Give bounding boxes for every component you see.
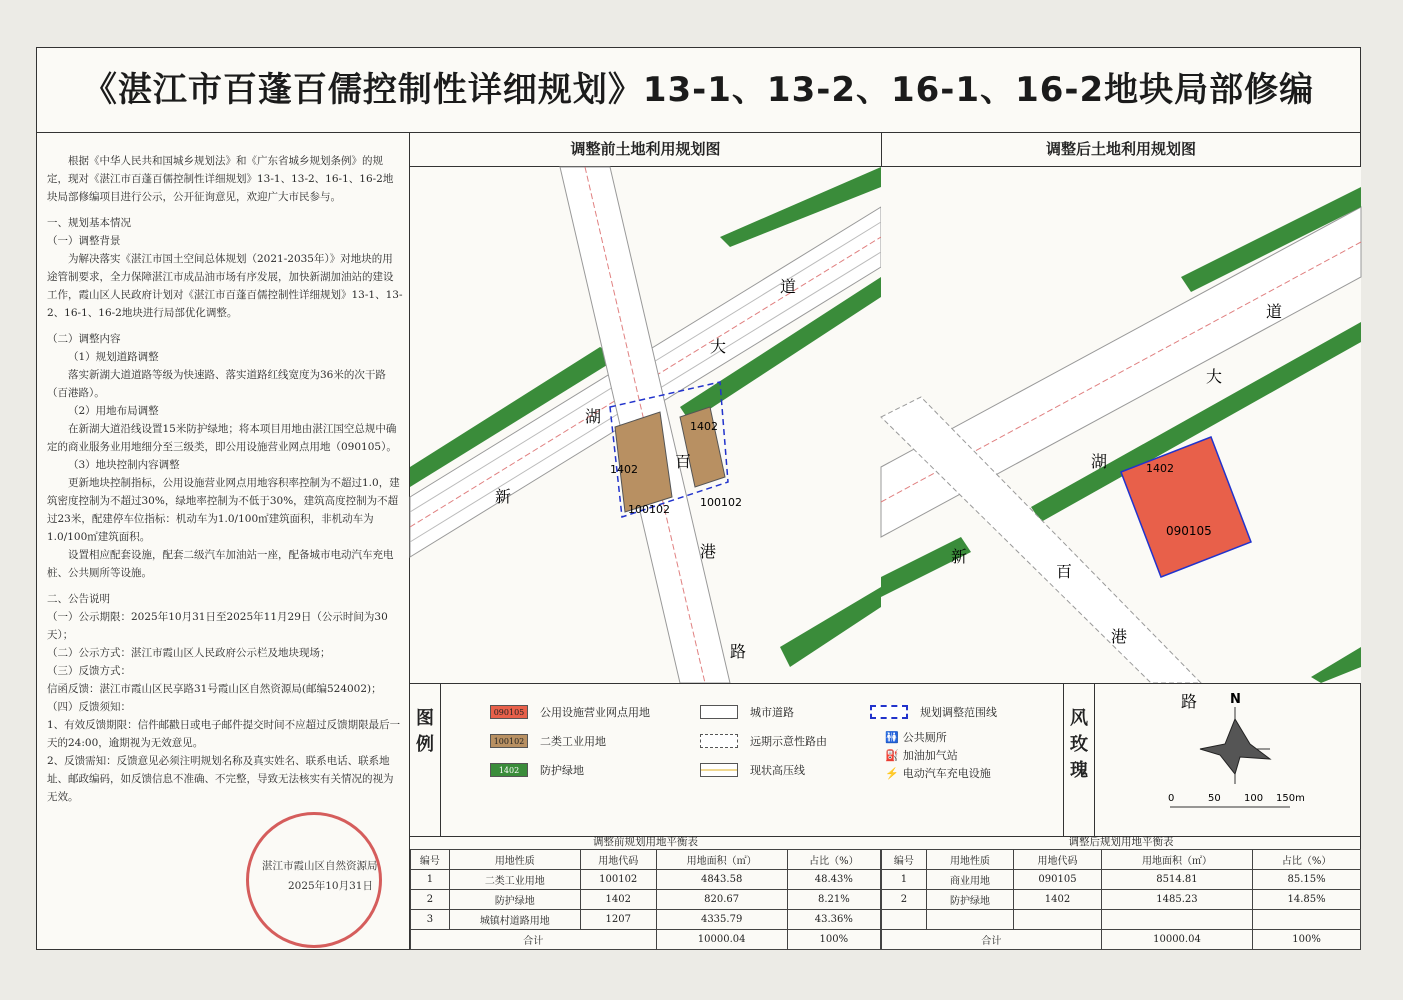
header-cell: 用地代码: [580, 850, 656, 870]
cell: 100%: [1253, 930, 1361, 950]
parcel-code: 100102: [628, 503, 670, 516]
legend-commercial: [490, 704, 650, 720]
table-after: [881, 835, 1361, 950]
legend-swatch: 100102: [490, 734, 528, 748]
parcel-industrial: [680, 407, 725, 487]
scale-tick: 150m: [1276, 793, 1305, 804]
cell: [926, 910, 1013, 930]
boundary-swatch: [870, 705, 908, 719]
balance-tables: [410, 835, 1361, 950]
cell: 二类工业用地: [449, 870, 580, 890]
table-before: [410, 835, 881, 950]
section-heading: 一、规划基本情况: [47, 217, 131, 229]
table-total-row: [882, 930, 1361, 950]
north-label: N: [1230, 692, 1241, 707]
notice-line: 1、有效反馈期限：信件邮戳日或电子邮件提交时间不应超过反馈期限最后一天的24:00，逾期视为无效意见。: [47, 719, 401, 749]
cell: 1: [411, 870, 450, 890]
panel-title-before: 调整前土地利用规划图: [410, 132, 882, 167]
notice-line: 2、反馈需知：反馈意见必须注明规划名称及真实姓名、联系电话、联系地址、邮政编码，如反馈信息不准确、不完整，导致无法核实有关情况的视为无效。: [47, 755, 394, 803]
header-cell: 占比（%）: [1253, 850, 1361, 870]
road-label: 新: [951, 547, 968, 566]
cell: 820.67: [656, 890, 787, 910]
cell: 1485.23: [1101, 890, 1252, 910]
legend-label: 城市道路: [750, 706, 794, 719]
header-cell: 用地性质: [449, 850, 580, 870]
table-caption: 调整前规划用地平衡表: [593, 836, 698, 848]
road-label: 道: [1266, 302, 1283, 321]
legend-label: 远期示意性路由: [750, 735, 827, 748]
legend-fuel: [885, 747, 958, 763]
legend-label: 防护绿地: [540, 764, 584, 777]
notice-line: （一）公示期限：2025年10月31日至2025年11月29日（公示时间为30天）；: [47, 611, 388, 641]
scale-tick: 100: [1244, 793, 1264, 804]
sub-heading: （1）规划道路调整: [68, 351, 159, 363]
green-strip: [780, 587, 881, 667]
parcel-code: 1402: [610, 463, 638, 476]
cell: 85.15%: [1253, 870, 1361, 890]
header-cell: 用地面积（㎡）: [656, 850, 787, 870]
map-before: [410, 167, 882, 683]
cell: 2: [882, 890, 927, 910]
plan-sheet: [36, 47, 1361, 950]
legend-label: 规划调整范围线: [920, 706, 997, 719]
header-cell: 占比（%）: [787, 850, 880, 870]
legend-label: 加油加气站: [902, 749, 958, 762]
cell: 合计: [411, 930, 657, 950]
scale-tick: 0: [1168, 793, 1175, 804]
legend-green: [490, 762, 584, 778]
paragraph: 落实新湖大道道路等级为快速路、落实道路红线宽度为36米的次干路（百港路）。: [47, 369, 386, 399]
cell: 2: [411, 890, 450, 910]
toilet-icon: 🚻: [885, 730, 899, 744]
legend-charging: [885, 765, 991, 781]
legend-swatch: 1402: [490, 763, 528, 777]
cell: 8514.81: [1101, 870, 1252, 890]
cell: 1402: [580, 890, 656, 910]
legend: [410, 683, 1361, 837]
map-after: [881, 167, 1361, 711]
header-cell: 用地面积（㎡）: [1101, 850, 1252, 870]
legend-label: 公用设施营业网点用地: [540, 706, 650, 719]
charging-icon: ⚡: [885, 766, 899, 780]
map-after-svg: [881, 167, 1361, 711]
table-row: [882, 870, 1361, 890]
table-header-row: [411, 850, 881, 870]
cell: 防护绿地: [449, 890, 580, 910]
table-row: [411, 890, 881, 910]
cell: [1253, 910, 1361, 930]
cell: 48.43%: [787, 870, 880, 890]
table-caption: 调整后规划用地平衡表: [1068, 836, 1174, 848]
cell: [1101, 910, 1252, 930]
notice-line: （三）反馈方式：: [47, 665, 131, 677]
legend-road: [700, 704, 794, 720]
notice-line: 信函反馈：湛江市霞山区民享路31号霞山区自然资源局(邮编524002)；: [47, 683, 382, 695]
legend-swatch: 090105: [490, 705, 528, 719]
future-road-swatch: [700, 734, 738, 748]
section-heading: （二）调整内容: [47, 333, 121, 345]
header-cell: 用地性质: [926, 850, 1013, 870]
sub-heading: （2）用地布局调整: [68, 405, 159, 417]
scale-tick: 50: [1208, 793, 1221, 804]
cell: 4843.58: [656, 870, 787, 890]
legend-industrial: [490, 733, 606, 749]
cell: 商业用地: [926, 870, 1013, 890]
legend-label: 现状高压线: [750, 764, 805, 777]
notice-line: （四）反馈须知：: [47, 701, 131, 713]
page-title: 《湛江市百蓬百儒控制性详细规划》13-1、13-2、16-1、16-2地块局部修编: [37, 48, 1360, 133]
cell: [1014, 910, 1101, 930]
parcel-code: 1402: [690, 420, 718, 433]
cell: 43.36%: [787, 910, 880, 930]
parcel-code: 1402: [1146, 462, 1174, 475]
sign-date: 2025年10月31日: [288, 880, 373, 892]
cell: 3: [411, 910, 450, 930]
cell: 10000.04: [656, 930, 787, 950]
cell: 1402: [1014, 890, 1101, 910]
fuel-station-icon: ⛽: [885, 748, 899, 762]
header-cell: 编号: [882, 850, 927, 870]
cell: 14.85%: [1253, 890, 1361, 910]
cell: 防护绿地: [926, 890, 1013, 910]
cell: 10000.04: [1101, 930, 1252, 950]
cell: 100%: [787, 930, 880, 950]
legend-powerline: [700, 762, 805, 778]
road-label: 新: [495, 487, 512, 506]
cell: 1: [882, 870, 927, 890]
road-label: 路: [730, 642, 747, 661]
notice-line: （二）公示方式：湛江市霞山区人民政府公示栏及地块现场；: [47, 647, 331, 659]
table-header-row: [882, 850, 1361, 870]
table-total-row: [411, 930, 881, 950]
header-cell: 用地代码: [1014, 850, 1101, 870]
sub-heading: （3）地块控制内容调整: [68, 459, 180, 471]
legend-label: 二类工业用地: [540, 735, 606, 748]
table-row: [411, 910, 881, 930]
table-row: [411, 870, 881, 890]
legend-label: 公共厕所: [902, 731, 947, 744]
paragraph: 更新地块控制指标，公用设施营业网点用地容积率控制为不超过1.0，建筑密度控制为不超过30%，绿地率控制为不低于30%，建筑高度控制为不超过23米，配建停车位指标：机动车为1.0/100㎡建筑面积，非机动车为1.0/100㎡建筑面积。: [47, 477, 400, 543]
table-row: [882, 910, 1361, 930]
road-label: 路: [1181, 692, 1198, 711]
cell: 合计: [882, 930, 1102, 950]
green-strip: [881, 537, 971, 597]
section-heading: （一）调整背景: [47, 235, 121, 247]
parcel-code: 090105: [1166, 524, 1212, 538]
wind-rose: [1170, 689, 1310, 829]
legend-label: 电动汽车充电设施: [902, 767, 991, 780]
table-row: [882, 890, 1361, 910]
road-label: 百: [675, 452, 692, 471]
road-label: 道: [780, 277, 797, 296]
cell: 8.21%: [787, 890, 880, 910]
road-label: 大: [710, 337, 727, 356]
cell: 1207: [580, 910, 656, 930]
map-before-svg: [410, 167, 881, 683]
panel-title-after: 调整后土地利用规划图: [881, 132, 1361, 167]
signer: 湛江市霞山区自然资源局: [262, 860, 378, 872]
road-label: 百: [1056, 562, 1073, 581]
road-label: 港: [1111, 627, 1128, 646]
road-label: 港: [700, 542, 717, 561]
legend-toilet: [885, 729, 947, 745]
cell: 城镇村道路用地: [449, 910, 580, 930]
parcel-code: 100102: [700, 496, 742, 509]
cell: [882, 910, 927, 930]
paragraph: 在新湖大道沿线设置15米防护绿地；将本项目用地由湛江国空总规中确定的商业服务业用地细分至三级类，即公用设施营业网点用地（090105）。: [47, 423, 397, 453]
road-swatch: [700, 705, 738, 719]
header-cell: 编号: [411, 850, 450, 870]
legend-title: 图例: [410, 684, 441, 836]
powerline-swatch: [700, 763, 738, 777]
section-heading: 二、公告说明: [47, 593, 110, 605]
road-label: 大: [1206, 367, 1223, 386]
paragraph: 设置相应配套设施，配套二级汽车加油站一座，配备城市电动汽车充电桩、公共厕所等设施。: [47, 549, 394, 579]
cell: 100102: [580, 870, 656, 890]
green-strip: [1311, 647, 1361, 683]
paragraph: 为解决落实《湛江市国土空间总体规划（2021-2035年）》对地块的用途管制要求，全力保障湛江市成品油市场有序发展，加快新湖加油站的建设工作，霞山区人民政府计划对《湛江市百蓬百儒控制性详细规划》13-1、13-2、16-1、16-2地块进行局部优化调整。: [47, 253, 403, 319]
wind-rose-title: 风玫瑰: [1063, 684, 1095, 836]
road-label: 湖: [1091, 452, 1108, 471]
intro-paragraph: 根据《中华人民共和国城乡规划法》和《广东省城乡规划条例》的规定，现对《湛江市百蓬百儒控制性详细规划》13-1、13-2、16-1、16-2地块局部修编项目进行公示，公开征询意见，欢迎广大市民参与。: [47, 155, 394, 203]
cell: 090105: [1014, 870, 1101, 890]
cell: 4335.79: [656, 910, 787, 930]
legend-boundary: [870, 704, 997, 720]
road-label: 湖: [585, 407, 602, 426]
wind-rose-shape: [1200, 719, 1270, 774]
legend-future-road: [700, 733, 827, 749]
